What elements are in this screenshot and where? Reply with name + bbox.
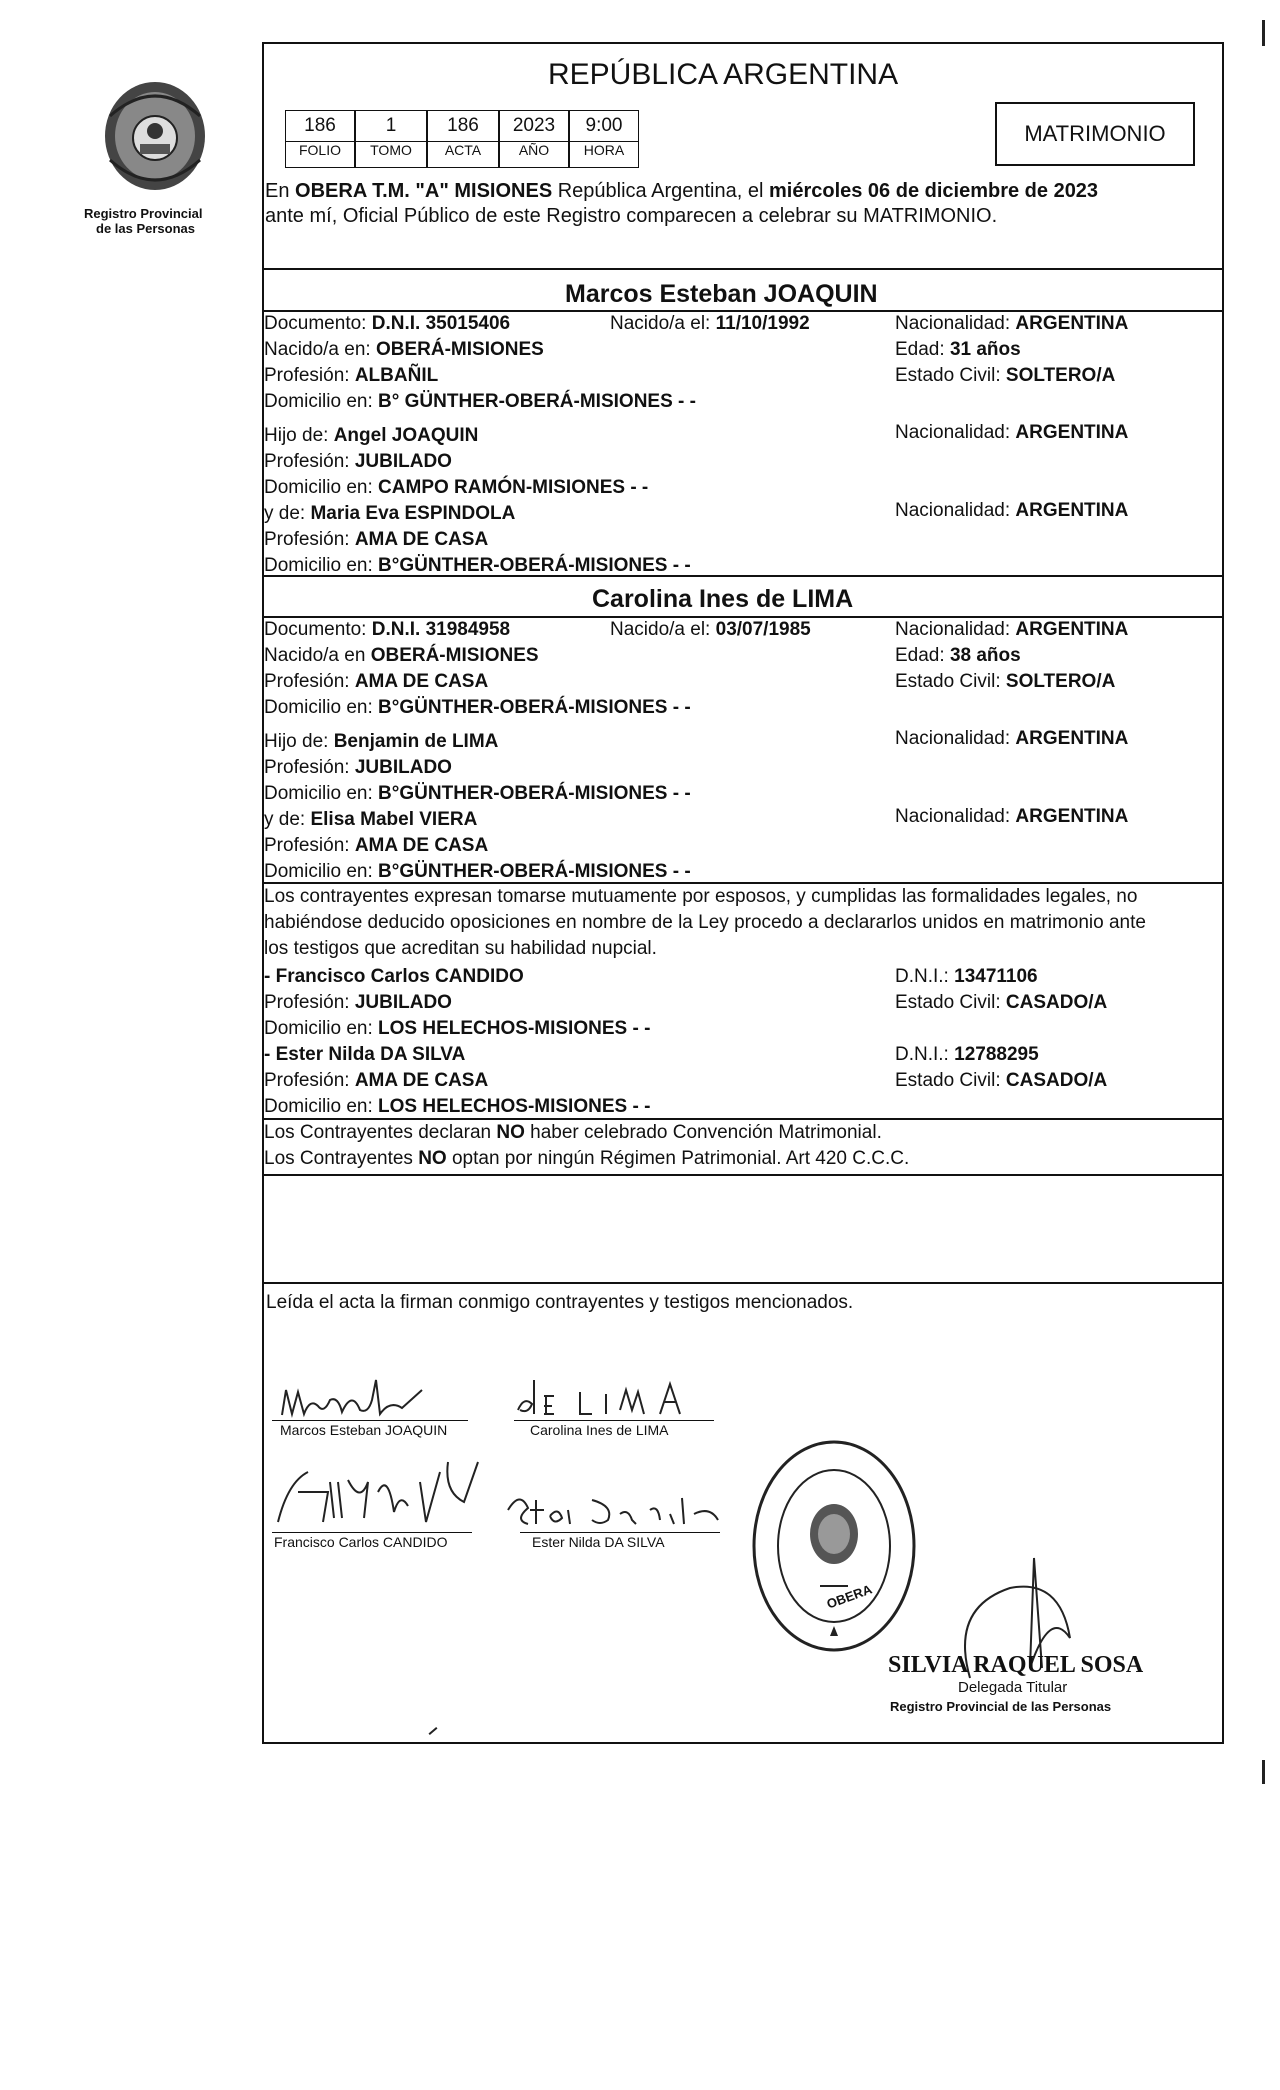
signature-line (272, 1420, 468, 1421)
value: Angel JOAQUIN (333, 425, 479, 446)
signature-line (520, 1532, 720, 1533)
label: Domicilio en: (264, 391, 373, 412)
label: Nacido/a el: (610, 313, 711, 334)
label: Domicilio en: (264, 477, 373, 498)
witness1-address (264, 1018, 650, 1040)
label: Hijo de: (264, 731, 329, 752)
witness2-address (264, 1096, 650, 1118)
label: Profesión: (264, 835, 350, 856)
label: Nacionalidad: (895, 500, 1011, 521)
spouse1-father (264, 425, 478, 447)
spouse2-birthplace (264, 645, 539, 667)
year-label: AÑO (500, 141, 568, 158)
spouse2-mother-nationality (895, 806, 1128, 828)
intro-line1 (265, 180, 1098, 202)
hour-value: 9:00 (585, 115, 623, 136)
label: Nacionalidad: (895, 422, 1011, 443)
label: Documento: (264, 619, 367, 640)
spouse1-birthplace (264, 339, 544, 361)
convention-line1 (264, 1122, 882, 1144)
spouse2-address (264, 697, 691, 719)
logo-caption-line2: de las Personas (96, 221, 195, 236)
witness2-profession (264, 1070, 488, 1092)
label: Domicilio en: (264, 1096, 373, 1117)
label: Domicilio en: (264, 783, 373, 804)
acta-value: 186 (447, 115, 479, 136)
value: CASADO/A (1005, 992, 1108, 1013)
spouse1-mother-profession (264, 529, 488, 551)
label: Nacido/a el: (610, 619, 711, 640)
value: ARGENTINA (1015, 806, 1129, 827)
value: Elisa Mabel VIERA (310, 809, 478, 830)
divider (262, 575, 1222, 577)
value: 11/10/1992 (715, 313, 810, 334)
value: Benjamin de LIMA (333, 731, 499, 752)
witness2-civil-status (895, 1070, 1107, 1092)
divider (262, 268, 1222, 270)
label: Domicilio en: (264, 861, 373, 882)
spouse2-document (264, 619, 510, 641)
signature-witness1 (268, 1452, 498, 1532)
signature-line (272, 1532, 472, 1533)
closing-statement: Leída el acta la firman conmigo contrayentes y testigos mencionados. (266, 1292, 854, 1313)
value: OBERÁ-MISIONES (375, 339, 544, 360)
value: JUBILADO (354, 757, 452, 778)
value: 13471106 (954, 966, 1038, 987)
value: ARGENTINA (1015, 422, 1129, 443)
spouse2-father-profession (264, 757, 452, 779)
value: ARGENTINA (1015, 728, 1129, 749)
folio-value: 186 (304, 115, 336, 136)
label: Documento: (264, 313, 367, 334)
value: B°GÜNTHER-OBERÁ-MISIONES - - (378, 783, 691, 804)
label: Estado Civil: (895, 671, 1001, 692)
spouse1-father-address (264, 477, 648, 499)
divider (262, 310, 1222, 312)
spouse1-birthdate (610, 313, 810, 335)
witness1-dni (895, 966, 1038, 988)
value: AMA DE CASA (354, 1070, 489, 1091)
intro-mid: República Argentina, el (552, 180, 769, 202)
value: D.N.I. 35015406 (371, 313, 511, 334)
official-name: SILVIA RAQUEL SOSA (888, 1652, 1144, 1678)
province-logo (96, 76, 214, 194)
spouse2-mother-address (264, 861, 691, 883)
spouse1-civil-status (895, 365, 1115, 387)
label: Nacionalidad: (895, 619, 1011, 640)
divider (262, 1118, 1222, 1120)
text: haber celebrado Convención Matrimonial. (524, 1122, 882, 1143)
value: CAMPO RAMÓN-MISIONES - - (378, 477, 649, 498)
intro-place: OBERA T.M. "A" MISIONES (295, 180, 553, 202)
year-cell (499, 110, 569, 168)
label: y de: (264, 809, 306, 830)
official-office: Registro Provincial de las Personas (890, 1699, 1112, 1714)
value: D.N.I. 31984958 (371, 619, 511, 640)
value: ALBAÑIL (354, 365, 439, 386)
value: 38 años (949, 645, 1021, 666)
year-value: 2023 (512, 115, 556, 136)
value: CASADO/A (1005, 1070, 1108, 1091)
signature-line (514, 1420, 714, 1421)
witness1-civil-status (895, 992, 1107, 1014)
spouse1-mother-address (264, 555, 691, 577)
label: Edad: (895, 645, 945, 666)
label: Domicilio en: (264, 1018, 373, 1039)
acta-label: ACTA (428, 141, 498, 158)
label: Nacido/a en: (264, 339, 371, 360)
value: Maria Eva ESPINDOLA (310, 503, 516, 524)
value: SOLTERO/A (1005, 671, 1116, 692)
value: 31 años (949, 339, 1021, 360)
record-type-box: MATRIMONIO (995, 102, 1195, 166)
label: Estado Civil: (895, 1070, 1001, 1091)
spouse1-profession (264, 365, 438, 387)
value: ARGENTINA (1015, 500, 1129, 521)
spouse2-civil-status (895, 671, 1115, 693)
spouse2-father-address (264, 783, 691, 805)
witness1-profession (264, 992, 452, 1014)
scan-mark (1262, 1760, 1265, 1784)
label: Profesión: (264, 1070, 350, 1091)
label: Domicilio en: (264, 555, 373, 576)
value: LOS HELECHOS-MISIONES - - (378, 1018, 651, 1039)
label: D.N.I.: (895, 966, 949, 987)
spouse1-father-nationality (895, 422, 1128, 444)
spouse2-birthdate (610, 619, 811, 641)
emphasis: NO (496, 1122, 525, 1143)
label: Profesión: (264, 757, 350, 778)
declaration-line3: los testigos que acreditan su habilidad nupcial. (264, 938, 657, 959)
spouse2-age (895, 645, 1021, 667)
official-seal (750, 1436, 918, 1656)
value: AMA DE CASA (354, 671, 489, 692)
label: D.N.I.: (895, 1044, 949, 1065)
intro-prefix: En (265, 180, 296, 202)
label: Hijo de: (264, 425, 329, 446)
label: Nacionalidad: (895, 313, 1011, 334)
sig4-caption: Ester Nilda DA SILVA (532, 1534, 665, 1550)
value: B°GÜNTHER-OBERÁ-MISIONES - - (378, 555, 691, 576)
folio-cell (285, 110, 355, 168)
spouse1-address (264, 391, 696, 413)
acta-cell (427, 110, 499, 168)
sig2-caption: Carolina Ines de LIMA (530, 1422, 669, 1438)
text: optan por ningún Régimen Patrimonial. Art 420 C.C.C. (446, 1148, 910, 1169)
text: Los Contrayentes declaran (264, 1122, 497, 1143)
label: Domicilio en: (264, 697, 373, 718)
signature-spouse1 (272, 1370, 472, 1422)
label: y de: (264, 503, 306, 524)
label: Profesión: (264, 529, 350, 550)
logo-caption-line1: Registro Provincial (84, 206, 203, 221)
spouse2-name: Carolina Ines de LIMA (592, 585, 854, 613)
spouse2-nationality (895, 619, 1128, 641)
intro-date: miércoles 06 de diciembre de 2023 (768, 180, 1099, 202)
label: Estado Civil: (895, 365, 1001, 386)
spouse1-mother (264, 503, 515, 525)
value: B°GÜNTHER-OBERÁ-MISIONES - - (378, 697, 691, 718)
spouse1-name: Marcos Esteban JOAQUIN (565, 280, 878, 308)
value: ARGENTINA (1015, 619, 1129, 640)
spouse2-mother (264, 809, 477, 831)
value: AMA DE CASA (354, 529, 489, 550)
value: B° GÜNTHER-OBERÁ-MISIONES - - (378, 391, 696, 412)
value: LOS HELECHOS-MISIONES - - (378, 1096, 651, 1117)
hour-label: HORA (570, 141, 638, 158)
tomo-label: TOMO (356, 141, 426, 158)
label: Profesión: (264, 365, 350, 386)
label: Profesión: (264, 451, 350, 472)
spouse2-father-nationality (895, 728, 1128, 750)
witness1-name: - Francisco Carlos CANDIDO (264, 966, 524, 987)
folio-label: FOLIO (286, 141, 354, 158)
text: Los Contrayentes (264, 1148, 419, 1169)
spouse1-age (895, 339, 1021, 361)
value: JUBILADO (354, 451, 452, 472)
spouse1-document (264, 313, 510, 335)
label: Edad: (895, 339, 945, 360)
spouse2-mother-profession (264, 835, 488, 857)
divider (262, 616, 1222, 618)
label: Nacionalidad: (895, 728, 1011, 749)
divider (262, 882, 1222, 884)
signature-witness2 (498, 1480, 733, 1532)
spouse2-profession (264, 671, 488, 693)
spouse2-father (264, 731, 498, 753)
value: JUBILADO (354, 992, 452, 1013)
sig3-caption: Francisco Carlos CANDIDO (274, 1534, 448, 1550)
value: 03/07/1985 (715, 619, 811, 640)
seal-center-text: OBERA (824, 1581, 874, 1612)
sig1-caption: Marcos Esteban JOAQUIN (280, 1422, 448, 1438)
value: ARGENTINA (1015, 313, 1129, 334)
label: Nacido/a en (264, 645, 366, 666)
scan-mark (1262, 20, 1265, 46)
divider (262, 1282, 1222, 1284)
declaration-line1: Los contrayentes expresan tomarse mutuamente por esposos, y cumplidas las formalidades legales, no (264, 886, 1138, 907)
official-title: Delegada Titular (958, 1679, 1068, 1696)
declaration-line2: habiéndose deducido oposiciones en nombre de la Ley procedo a declararlos unidos en matrimonio ante (264, 912, 1146, 933)
spouse1-mother-nationality (895, 500, 1128, 522)
spouse1-father-profession (264, 451, 452, 473)
tomo-cell (355, 110, 427, 168)
value: OBERÁ-MISIONES (370, 645, 539, 666)
label: Profesión: (264, 671, 350, 692)
emphasis: NO (418, 1148, 447, 1169)
witness2-name: - Ester Nilda DA SILVA (264, 1044, 466, 1065)
value: 12788295 (954, 1044, 1039, 1065)
hour-cell (569, 110, 639, 168)
spouse1-nationality (895, 313, 1128, 335)
divider (262, 1174, 1222, 1176)
document-title: REPÚBLICA ARGENTINA (548, 58, 899, 91)
intro-line2: ante mí, Oficial Público de este Registro comparecen a celebrar su MATRIMONIO. (265, 205, 998, 227)
label: Profesión: (264, 992, 350, 1013)
value: B°GÜNTHER-OBERÁ-MISIONES - - (378, 861, 691, 882)
witness2-dni (895, 1044, 1039, 1066)
convention-line2 (264, 1148, 909, 1170)
label: Nacionalidad: (895, 806, 1011, 827)
tomo-value: 1 (385, 115, 397, 136)
label: Estado Civil: (895, 992, 1001, 1013)
value: AMA DE CASA (354, 835, 489, 856)
value: SOLTERO/A (1005, 365, 1116, 386)
signature-spouse2 (510, 1370, 720, 1422)
